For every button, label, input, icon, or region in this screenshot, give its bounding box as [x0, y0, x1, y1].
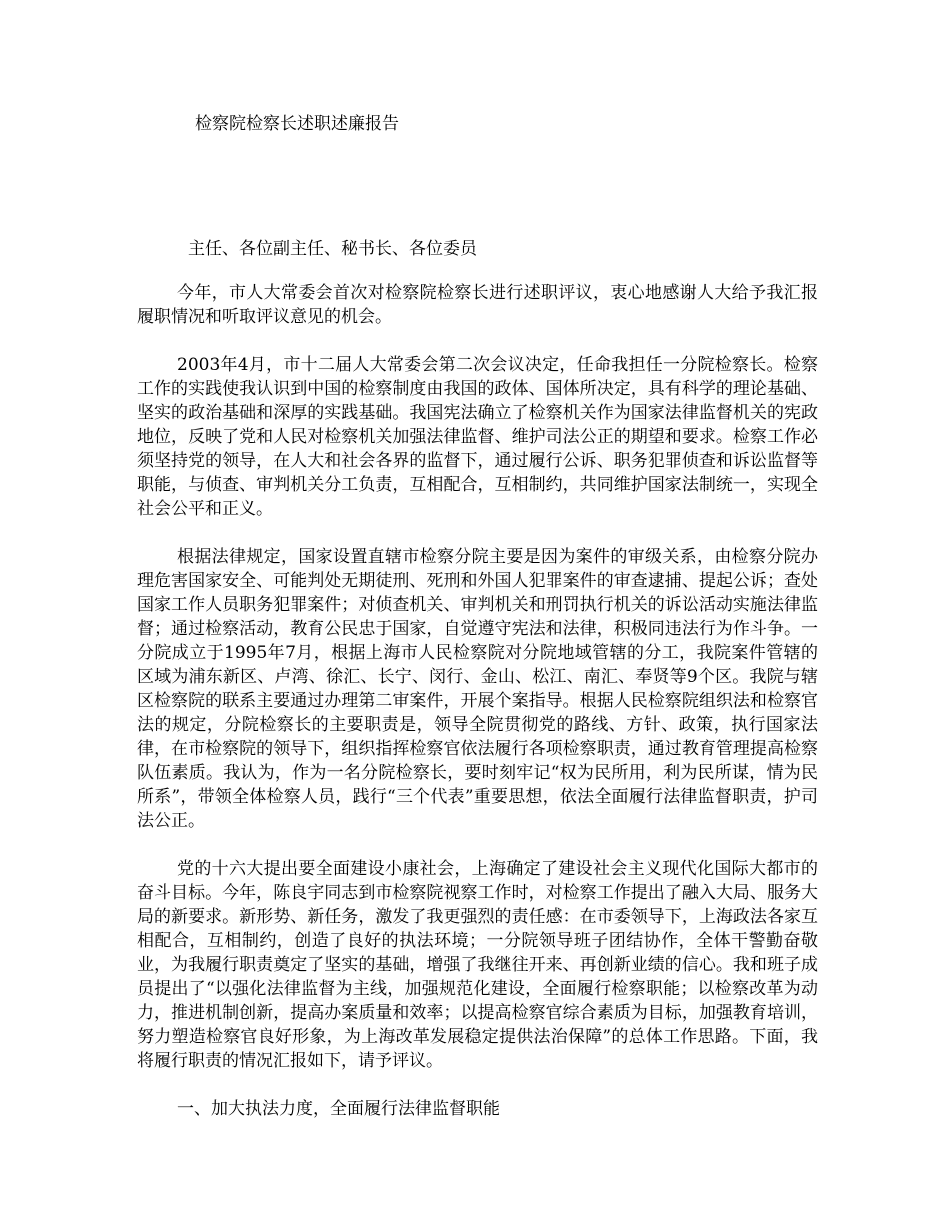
paragraph-goals: 党的十六大提出要全面建设小康社会，上海确定了建设社会主义现代化国际大都市的奋斗目标。今年，陈良宇同志到市检察院视察工作时，对检察工作提出了融入大局、服务大局的新要求。新形势、新任务，激发了我更强烈的责任感：在市委领导下，上海政法各家互相配合，互相制约，创造了良好的执法环境；一分院领导班子团结协作，全体干警勤奋敬业，为我履行职责奠定了坚实的基础，增强了我继往开来、再创新业绩的信心。我和班子成员提出了“以强化法律监督为主线，加强规范化建设，全面履行检察职能；以检察改革为动力，推进机制创新，提高办案质量和效率；以提高检察官综合素质为目标，加强教育培训，努力塑造检察官良好形象，为上海改革发展稳定提供法治保障”的总体工作思路。下面，我将履行职责的情况汇报如下，请予评议。 — [137, 859, 818, 1071]
paragraph-duties: 根据法律规定，国家设置直辖市检察分院主要是因为案件的审级关系，由检察分院办理危害国家安全、可能判处无期徒刑、死刑和外国人犯罪案件的审查逮捕、提起公诉；查处国家工作人员职务犯罪案件；对侦查机关、审判机关和刑罚执行机关的诉讼活动实施法律监督；通过检察活动，教育公民忠于国家，自觉遵守宪法和法律，积极同违法行为作斗争。一分院成立于1995年7月，根据上海市人民检察院对分院地域管辖的分工，我院案件管辖的区域为浦东新区、卢湾、徐汇、长宁、闵行、金山、松江、南汇、奉贤等9个区。我院与辖区检察院的联系主要通过办理第二审案件，开展个案指导。根据人民检察院组织法和检察官法的规定，分院检察长的主要职责是，领导全院贯彻党的路线、方针、政策，执行国家法律，在市检察院的领导下，组织指挥检察官依法履行各项检察职责，通过教育管理提高检察队伍素质。我认为，作为一名分院检察长，要时刻牢记“权为民所用，利为民所谋，情为民所系”，带领全体检察人员，践行“三个代表”重要思想，依法全面履行法律监督职责，护司法公正。 — [137, 547, 818, 831]
salutation: 主任、各位副主任、秘书长、各位委员 — [188, 239, 477, 259]
section-heading: 一、加大执法力度，全面履行法律监督职能 — [177, 1099, 500, 1119]
document-body — [137, 281, 818, 1121]
paragraph-appointment: 2003年4月，市十二届人大常委会第二次会议决定，任命我担任一分院检察长。检察工作的实践使我认识到中国的检察制度由我国的政体、国体所决定，具有科学的理论基础、坚实的政治基础和深厚的实践基础。我国宪法确立了检察机关作为国家法律监督机关的宪政地位，反映了党和人民对检察机关加强法律监督、维护司法公正的期望和要求。检察工作必须坚持党的领导，在人大和社会各界的监督下，通过履行公诉、职务犯罪侦查和诉讼监督等职能，与侦查、审判机关分工负责，互相配合，互相制约，共同维护国家法制统一，实现全社会公平和正义。 — [137, 355, 818, 519]
paragraph-intro: 今年，市人大常委会首次对检察院检察长进行述职评议，衷心地感谢人大给予我汇报履职情况和听取评议意见的机会。 — [137, 283, 818, 327]
document-title: 检察院检察长述职述廉报告 — [195, 114, 399, 134]
